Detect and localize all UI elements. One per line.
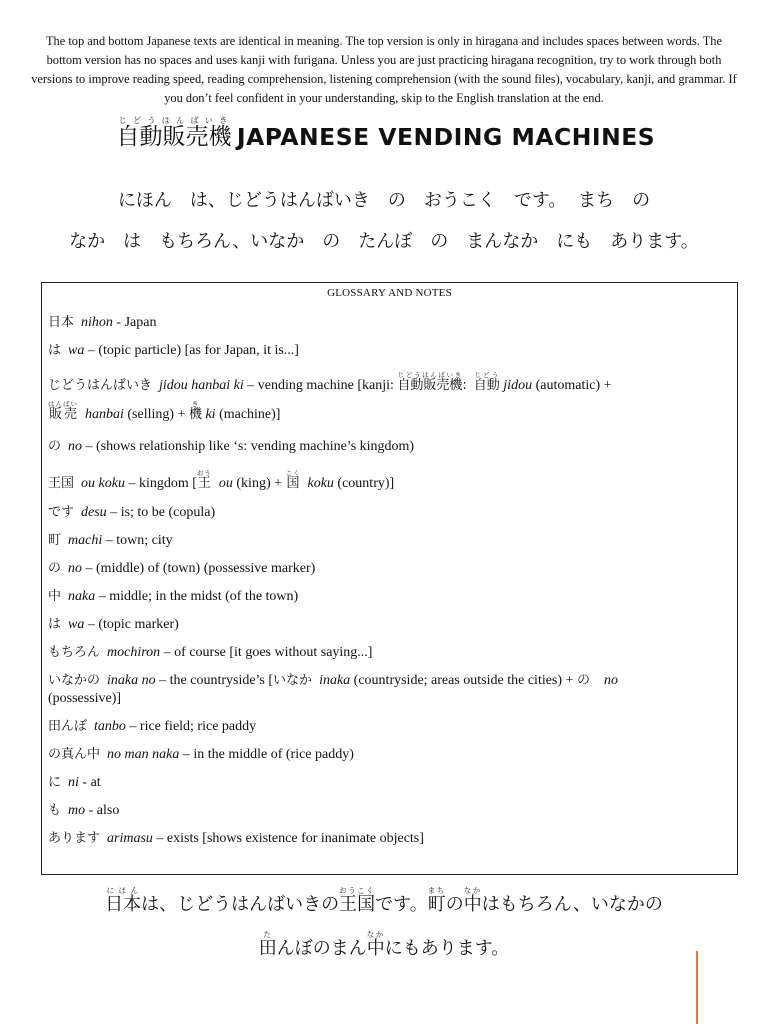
- intro-paragraph: The top and bottom Japanese texts are identical in meaning. The top version is only in hiragana and includes spaces between words. The bottom version has no spaces and uses kanji with furigana. Unless you are just practicing hiragana recognition, try to work through both versions to improve reading speed, reading comprehension, listening comprehension (with the sound files), vocabulary, kanji, and grammar. If you don’t feel confident in your understanding, skip to the English translation at the end.: [31, 34, 737, 105]
- title-kanji: 自動販売機じどうはんばいき: [116, 116, 232, 150]
- glossary-entry: 町 machi – town; city: [48, 533, 173, 548]
- glossary-box: [41, 282, 738, 875]
- glossary-heading: GLOSSARY AND NOTES: [327, 287, 452, 299]
- glossary-entry: いなかの inaka no – the countryside’s [いなか inaka (countryside; areas outside the cities) + の no (possessive)]: [48, 673, 618, 706]
- glossary-entry: じどうはんばいき jidou hanbai ki – vending machine [kanji: 自動販売機じどうはんばいき: 自動じどう jidou (automatic) +: [48, 371, 612, 393]
- hiragana-line-1: にほん は、じどうはんばいき の おうこく です。 まち の: [117, 190, 651, 211]
- title-english: JAPANESE VENDING MACHINES: [237, 125, 656, 151]
- glossary-entry: も mo - also: [48, 803, 120, 818]
- glossary-entry: 販売はんばい hanbai (selling) + 機き ki (machine)]: [48, 400, 281, 422]
- glossary-entry: の no – (shows relationship like ‘s: vending machine’s kingdom): [48, 439, 415, 454]
- glossary-entry: の no – (middle) of (town) (possessive marker): [48, 561, 316, 576]
- kanji-text-line-1: 日本にほんは、じどうはんばいきの王国おうこくです。町まちの中なかはもちろん、いなかの: [105, 886, 663, 915]
- glossary-entry: 田んぼ tanbo – rice field; rice paddy: [48, 719, 257, 734]
- glossary-entry: 王国 ou koku – kingdom [王おう ou (king) + 国こく koku (country)]: [48, 469, 395, 491]
- glossary-entry: 中 naka – middle; in the midst (of the town): [48, 589, 299, 604]
- page-title: [0, 116, 768, 151]
- glossary-entry: の真ん中 no man naka – in the middle of (rice paddy): [48, 747, 354, 762]
- glossary-entry: です desu – is; to be (copula): [48, 505, 216, 520]
- glossary-entry: 日本 nihon - Japan: [48, 315, 157, 330]
- title-furigana: じどうはんばいき: [116, 116, 232, 125]
- glossary-entry: もちろん mochiron – of course [it goes without saying...]: [48, 645, 373, 660]
- hiragana-line-2: なか は もちろん、いなか の たんぼ の まんなか にも あります。: [69, 231, 699, 252]
- glossary-entry: は wa – (topic marker): [48, 617, 179, 632]
- accent-line: [696, 951, 698, 1024]
- glossary-entry: は wa – (topic particle) [as for Japan, it is...]: [48, 343, 299, 358]
- glossary-entry: あります arimasu – exists [shows existence for inanimate objects]: [48, 831, 424, 846]
- kanji-text-line-2: 田たんぼのまん中なかにもあります。: [258, 930, 510, 959]
- glossary-entry: に ni - at: [48, 775, 101, 790]
